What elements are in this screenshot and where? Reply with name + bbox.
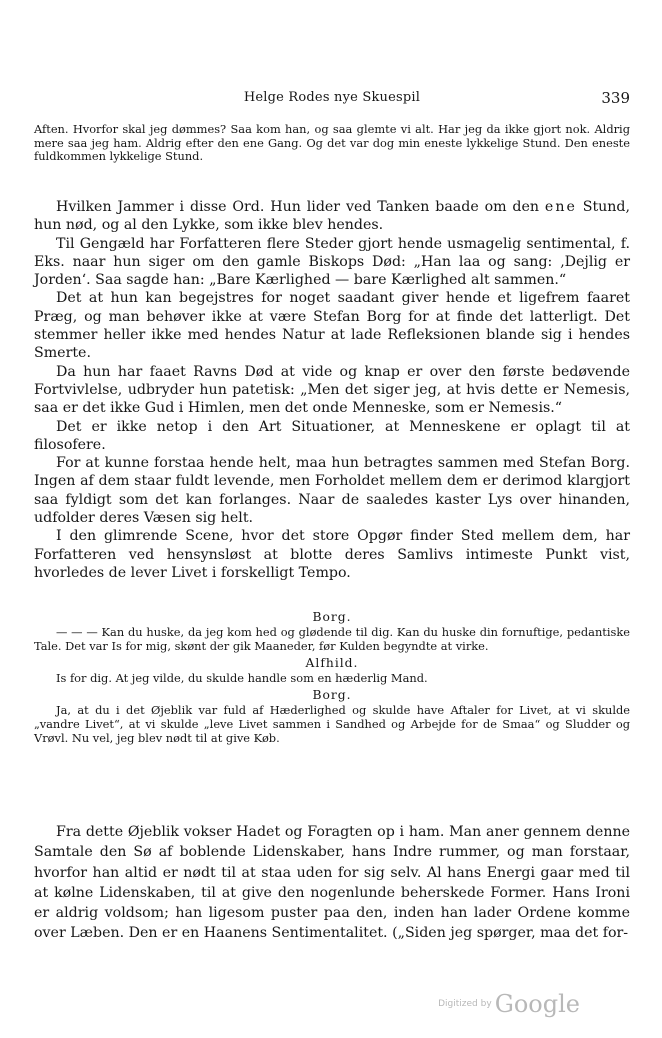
running-head [34, 90, 630, 110]
digitization-watermark [438, 990, 580, 1018]
paragraph-1-end: Stund, hun nød, og al den Lykke, som ikke blev hendes. [34, 199, 631, 234]
closing-text [34, 822, 630, 944]
running-title: Helge Rodes nye Skuespil [243, 90, 421, 105]
paragraph-1-start: Hvilken Jammer i disse Ord. Hun lider ved Tanken baade om den [56, 199, 545, 215]
emphasized-word: ene [544, 199, 577, 215]
speaker-name: Alfhild. [305, 656, 359, 670]
paragraph-5: Det er ikke netop i den Art Situationer, at Menneskene er oplagt til at filosofere. [34, 418, 630, 453]
paragraph-8: Fra dette Øjeblik vokser Hadet og Foragten op i ham. Man aner gennem denne Samtale den Sø af boblende Lidenskaber, hans Indre rummer, og man forstaar, hvorfor han altid er nødt til at staa uden for sig selv. Al hans Energi gaar med til at kølne Lidenskaben, til at give den nogenlunde beherskede Former. Hans Ironi er aldrig voldsom; han ligesom puster paa den, inden han lader Ordene komme over Læben. Den er en Haanens Sentimentalitet. („Siden jeg spørger, maa det for- [34, 824, 630, 942]
dialogue-line: Is for dig. At jeg vilde, du skulde handle som en hæderlig Mand. [56, 671, 428, 685]
speaker-name: Borg. [312, 688, 352, 702]
paragraph-1 [34, 198, 630, 235]
main-text [34, 198, 630, 582]
paragraph-3: Det at hun kan begejstres for noget saadant giver hende et ligefrem faaret Præg, og man behøver ikke at være Stefan Borg for at finde det latterligt. Det stemmer heller ikke med hendes Natur at lade Refleksionen blande sig i hendes Smerte. [34, 290, 630, 362]
paragraph-7: I den glimrende Scene, hvor det store Opgør finder Sted mellem dem, har Forfatteren ved hensynsløst at blotte deres Samlivs intimeste Punkt vist, hvorledes de lever Livet i forskelligt Tempo. [34, 528, 630, 581]
dialogue-excerpt [34, 607, 630, 745]
google-logo: Google [494, 990, 580, 1018]
speaker-name: Borg. [312, 610, 352, 624]
dialogue-line: — — — Kan du huske, da jeg kom hed og glødende til dig. Kan du huske din fornuftige, pedantiske Tale. Det var Is for mig, skønt der gik Maaneder, før Kulden begyndte at virke. [34, 625, 630, 653]
paragraph-4: Da hun har faaet Ravns Død at vide og knap er over den første bedøvende Fortvivlelse, udbryder hun patetisk: „Men det siger jeg, at hvis dette er Nemesis, saa er det ikke Gud i Himlen, men det onde Menneske, som er Nemesis.“ [34, 363, 630, 417]
paragraph-6: For at kunne forstaa hende helt, maa hun betragtes sammen med Stefan Borg. Ingen af dem staar fuldt levende, men Forholdet mellem dem er derimod klargjort saa fyldigt som det kan forlanges. Naar de saaledes kaster Lys over hinanden, udfolder deres Væsen sig helt. [34, 455, 630, 527]
quoted-passage-text: Aften. Hvorfor skal jeg dømmes? Saa kom han, og saa glemte vi alt. Har jeg da ikke gjort nok. Aldrig mere saa jeg ham. Aldrig efter den ene Gang. Og det var dog min eneste lykkelige Stund. Den eneste fuldkommen lykkelige Stund. [34, 122, 630, 163]
watermark-prefix: Digitized by [438, 999, 492, 1009]
quoted-passage [34, 123, 630, 164]
dialogue-line: Ja, at du i det Øjeblik var fuld af Hæderlighed og skulde have Aftaler for Livet, at vi skulde „vandre Livet“, at vi skulde „leve Livet sammen i Sandhed og Arbejde for de Smaa“ og Sludder og Vrøvl. Nu vel, jeg blev nødt til at give Køb. [34, 703, 630, 745]
page-number: 339 [601, 89, 630, 107]
paragraph-2: Til Gengæld har Forfatteren flere Steder gjort hende usmagelig sentimental, f. Eks. naar hun siger om den gamle Biskops Død: „Han laa og sang: ‚Dejlig er Jorden‘. Saa sagde han: „Bare Kærlighed — bare Kærlighed alt sammen.“ [34, 235, 630, 289]
